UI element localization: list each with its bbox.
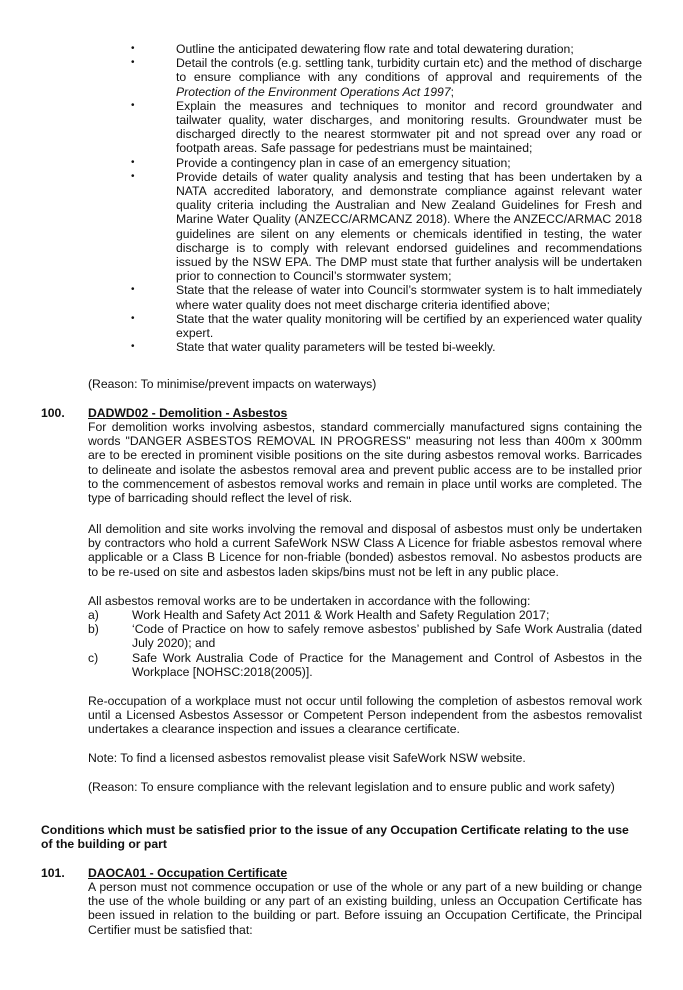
bullet-item [0, 99, 683, 156]
asbestos-standards-intro: All asbestos removal works are to be undertaken in accordance with the following: [88, 594, 531, 608]
list-text: Safe Work Australia Code of Practice for the Management and Control of Asbestos in the Workplace [NOHSC:2018(2005)]. [132, 650, 642, 679]
list-label: a) [88, 608, 99, 622]
asbestos-contractor-paragraph: All demolition and site works involving the removal and disposal of asbestos must only be undertaken by contractors who hold a current SafeWork NSW Class A Licence for friable asbestos removal where applicable or a Class B Licence for non-friable (bonded) asbestos removal. No asbestos products are to be re-used on site and asbestos laden skips/bins must not be left in any public place. [88, 522, 642, 579]
section-heading: Conditions which must be satisfied prior to the issue of any Occupation Certificate relating to the use of the building or part [41, 823, 629, 852]
bullet-item [0, 156, 683, 170]
bullet-text: Detail the controls (e.g. settling tank, turbidity curtain etc) and the method of discharge to ensure compliance with any conditions of approval and requirements of the [176, 56, 642, 85]
condition-title: DADWD02 - Demolition - Asbestos [88, 406, 288, 420]
list-item [88, 622, 642, 650]
bullet-item [0, 42, 683, 56]
list-label: c) [88, 650, 99, 665]
asbestos-standards-list [88, 608, 642, 679]
reoccupation-paragraph: Re-occupation of a workplace must not occur until following the completion of asbestos removal work until a Licensed Asbestos Assessor or Competent Person independent from the asbestos removalist undertakes a clearance inspection and issues a clearance certificate. [88, 694, 642, 737]
bullet-item [0, 340, 683, 354]
list-label: b) [88, 622, 99, 637]
bullet-icon: • [131, 43, 135, 54]
bullet-item [0, 283, 683, 311]
bullet-text: Explain the measures and techniques to monitor and record groundwater and tailwater quality, water discharges, and monitoring results. Groundwater must be discharged directly to the nearest stormwater pit and not spread over any road or footpath areas. Safe passage for pedestrians must be maintained; [176, 98, 642, 156]
bullet-text: Outline the anticipated dewatering flow rate and total dewatering duration; [176, 42, 574, 56]
bullet-icon: • [131, 284, 135, 296]
bullet-text: Provide details of water quality analysis and testing that has been undertaken by a NATA accredited laboratory, and demonstrate compliance against relevant water quality criteria including the Australian and New Zealand Guidelines for Fresh and Marine Water Quality (ANZECC/ARMCANZ 2018). Where the ANZECC/ARMAC 2018 guidelines are silent on any elements or chemicals identified in testing, the water discharge is to comply with relevant endorsed guidelines and recommendations issued by the NSW EPA. The DMP must state that further analysis will be undertaken prior to connection to Council’s stormwater system; [176, 169, 642, 284]
list-item [88, 608, 642, 622]
asbestos-note: Note: To find a licensed asbestos removalist please visit SafeWork NSW website. [88, 751, 526, 765]
bullet-icon: • [131, 170, 135, 182]
bullet-icon: • [131, 156, 135, 168]
list-item [88, 651, 642, 679]
bullet-item [0, 56, 683, 99]
condition-title: DAOCA01 - Occupation Certificate [88, 866, 288, 880]
condition-number: 101. [41, 866, 65, 880]
bullet-icon: • [131, 99, 135, 111]
bullet-text-end: ; [450, 84, 454, 99]
condition-number: 100. [41, 406, 65, 420]
bullet-text: Provide a contingency plan in case of an emergency situation; [176, 155, 511, 170]
bullet-item [0, 170, 683, 284]
asbestos-signage-paragraph: For demolition works involving asbestos, standard commercially manufactured signs containing the words "DANGER ASBESTOS REMOVAL IN PROGRESS" measuring not less than 400m x 300mm are to be erected in prominent visible positions on the site during asbestos removal works. Barricades to delineate and isolate the asbestos removal area and prevent public access are to be installed prior to the commencement of asbestos removal works and remain in place until works are completed. The type of barricading should reflect the level of risk. [88, 420, 642, 506]
list-text: Work Health and Safety Act 2011 & Work Health and Safety Regulation 2017; [132, 608, 550, 622]
bullet-icon: • [131, 341, 135, 353]
bullet-item [0, 312, 683, 340]
bullet-icon: • [131, 57, 135, 69]
bullet-text: State that the release of water into Council’s stormwater system is to halt immediately where water quality does not meet discharge criteria identified above; [176, 283, 642, 312]
act-name: Protection of the Environment Operations Act 1997 [176, 84, 451, 99]
reason-waterways: (Reason: To minimise/prevent impacts on waterways) [88, 377, 377, 391]
bullet-icon: • [131, 312, 135, 324]
bullet-text: State that water quality parameters will be tested bi-weekly. [176, 340, 496, 355]
list-text: ‘Code of Practice on how to safely remove asbestos’ published by Safe Work Australia (dated July 2020); and [132, 622, 642, 651]
reason-asbestos: (Reason: To ensure compliance with the relevant legislation and to ensure public and work safety) [88, 780, 615, 794]
dewatering-bullet-list [0, 42, 683, 354]
occupation-certificate-paragraph: A person must not commence occupation or use of the whole or any part of a new building or change the use of the whole building or any part of an existing building, unless an Occupation Certificate has been issued in relation to the building or part. Before issuing an Occupation Certificate, the Principal Certifier must be satisfied that: [88, 880, 642, 937]
bullet-text: State that the water quality monitoring will be certified by an experienced water quality expert. [176, 311, 642, 341]
